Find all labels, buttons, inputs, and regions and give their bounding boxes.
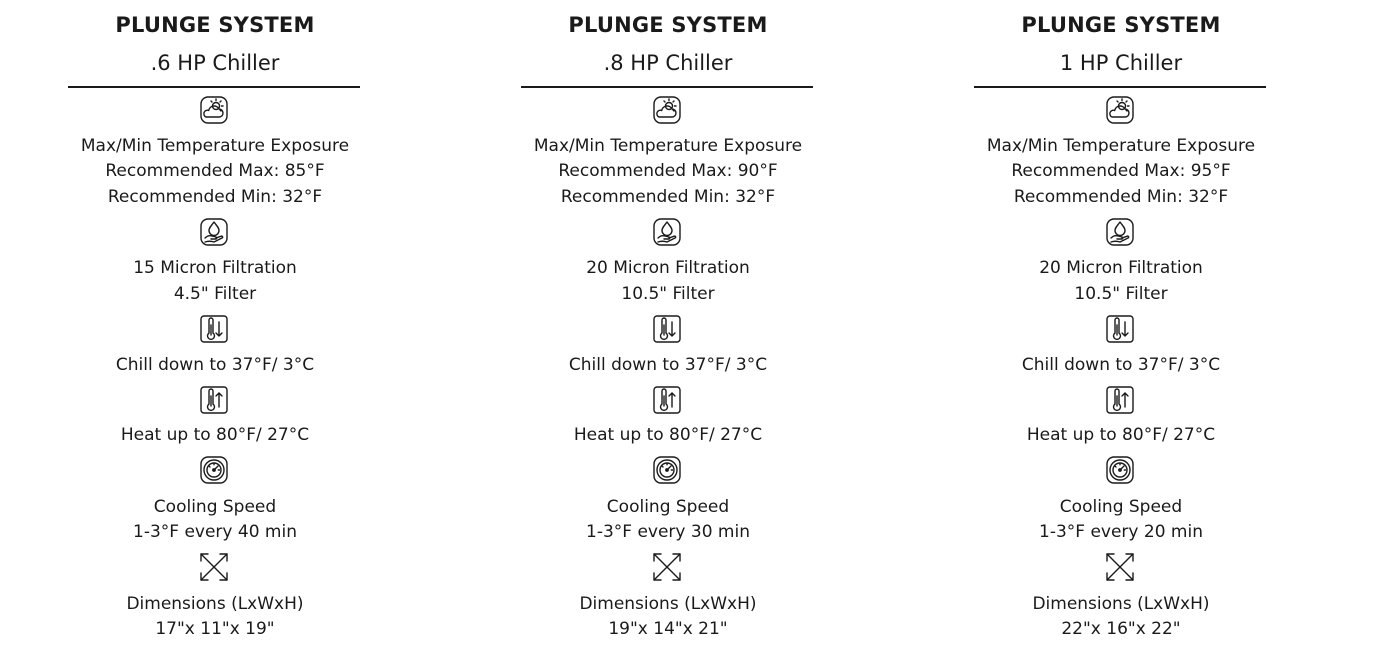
chill-spec: Chill down to 37°F/ 3°C (568, 355, 768, 375)
water-hand-icon (198, 216, 230, 248)
title-divider (68, 86, 360, 88)
filter-size: 10.5" Filter (621, 284, 715, 304)
temp-heading: Max/Min Temperature Exposure (533, 136, 803, 156)
filtration-rating: 20 Micron Filtration (1039, 258, 1203, 278)
temp-min: Recommended Min: 32°F (560, 187, 776, 207)
dimensions-value: 17"x 11"x 19" (155, 619, 275, 639)
chill-spec: Chill down to 37°F/ 3°C (115, 355, 315, 375)
speedometer-icon (1104, 454, 1136, 486)
column-title: PLUNGE SYSTEM (568, 13, 768, 37)
spec-column-08hp (518, 0, 818, 649)
water-hand-icon (1104, 216, 1136, 248)
column-subtitle: .8 HP Chiller (603, 51, 733, 75)
thermometer-up-icon (651, 384, 683, 416)
sun-cloud-icon (198, 94, 230, 126)
spec-column-1hp (971, 0, 1271, 649)
expand-arrows-icon (198, 551, 230, 583)
speedometer-icon (651, 454, 683, 486)
temp-max: Recommended Max: 95°F (1011, 161, 1231, 181)
chill-spec: Chill down to 37°F/ 3°C (1021, 355, 1221, 375)
cooling-speed-heading: Cooling Speed (153, 497, 277, 517)
column-subtitle: .6 HP Chiller (150, 51, 280, 75)
dimensions-value: 19"x 14"x 21" (608, 619, 728, 639)
sun-cloud-icon (651, 94, 683, 126)
cooling-speed-heading: Cooling Speed (606, 497, 730, 517)
column-title: PLUNGE SYSTEM (1021, 13, 1221, 37)
thermometer-up-icon (1104, 384, 1136, 416)
temp-min: Recommended Min: 32°F (1013, 187, 1229, 207)
heat-spec: Heat up to 80°F/ 27°C (573, 425, 763, 445)
spec-column-06hp (65, 0, 365, 649)
filtration-rating: 20 Micron Filtration (586, 258, 750, 278)
temp-min: Recommended Min: 32°F (107, 187, 323, 207)
temp-heading: Max/Min Temperature Exposure (986, 136, 1256, 156)
filtration-rating: 15 Micron Filtration (133, 258, 297, 278)
expand-arrows-icon (1104, 551, 1136, 583)
filter-size: 10.5" Filter (1074, 284, 1168, 304)
sun-cloud-icon (1104, 94, 1136, 126)
speedometer-icon (198, 454, 230, 486)
thermometer-down-icon (651, 313, 683, 345)
title-divider (974, 86, 1266, 88)
water-hand-icon (651, 216, 683, 248)
cooling-speed-value: 1-3°F every 20 min (1039, 522, 1203, 542)
temp-max: Recommended Max: 85°F (105, 161, 325, 181)
heat-spec: Heat up to 80°F/ 27°C (1026, 425, 1216, 445)
temp-max: Recommended Max: 90°F (558, 161, 778, 181)
cooling-speed-value: 1-3°F every 40 min (133, 522, 297, 542)
thermometer-down-icon (198, 313, 230, 345)
filter-size: 4.5" Filter (173, 284, 257, 304)
column-title: PLUNGE SYSTEM (115, 13, 315, 37)
dimensions-heading: Dimensions (LxWxH) (579, 594, 757, 614)
column-subtitle: 1 HP Chiller (1059, 51, 1183, 75)
heat-spec: Heat up to 80°F/ 27°C (120, 425, 310, 445)
cooling-speed-heading: Cooling Speed (1059, 497, 1183, 517)
dimensions-value: 22"x 16"x 22" (1061, 619, 1181, 639)
temp-heading: Max/Min Temperature Exposure (80, 136, 350, 156)
thermometer-up-icon (198, 384, 230, 416)
title-divider (521, 86, 813, 88)
dimensions-heading: Dimensions (LxWxH) (126, 594, 304, 614)
cooling-speed-value: 1-3°F every 30 min (586, 522, 750, 542)
thermometer-down-icon (1104, 313, 1136, 345)
expand-arrows-icon (651, 551, 683, 583)
dimensions-heading: Dimensions (LxWxH) (1032, 594, 1210, 614)
